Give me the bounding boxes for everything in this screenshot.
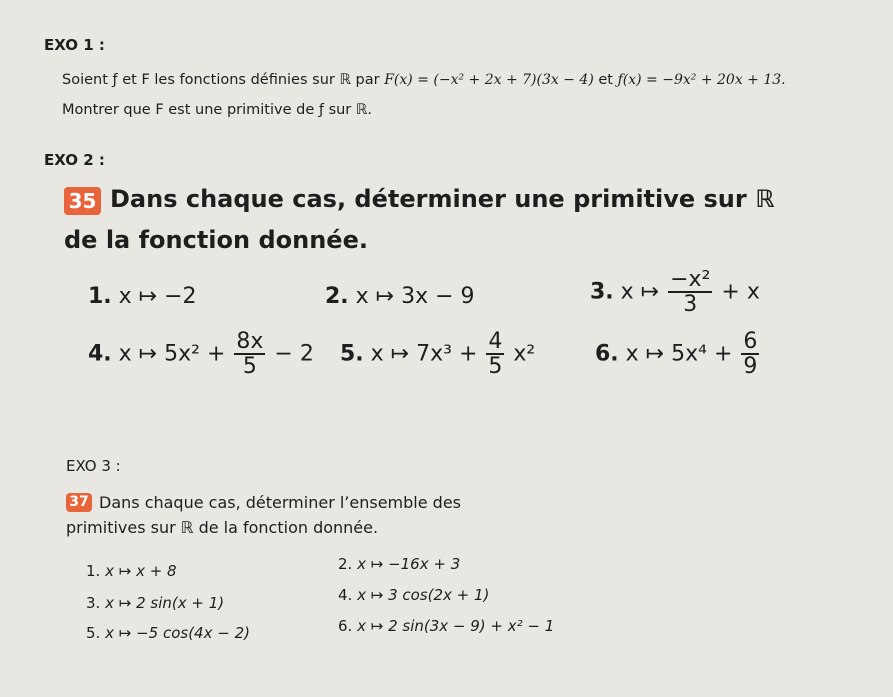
exo3-item-4: 4. x ↦ 3 cos(2x + 1) <box>338 586 490 604</box>
exo3-item-1: 1. x ↦ x + 8 <box>86 562 177 580</box>
fraction: $\frac{4}{5}$ <box>488 329 503 380</box>
exo1-title: EXO 1 : <box>44 36 105 54</box>
exo3-item-3: 3. x ↦ 2 sin(x + 1) <box>86 594 225 612</box>
exo1-et: et <box>598 72 613 88</box>
fraction: $\frac{6}{9}$ <box>743 329 758 380</box>
exo2-item-6: 6. x ↦ 5x⁴ + $\frac{6}{9}$ <box>595 329 758 380</box>
fraction: $\frac{8x}{5}$ <box>236 329 264 380</box>
exo1-question: Montrer que F est une primitive de ƒ sur ℝ. <box>62 102 372 118</box>
exercise-badge-35: 35 <box>64 187 101 215</box>
exo1-text: Soient ƒ et F les fonctions définies sur ℝ par <box>62 72 380 88</box>
exo2-item-1: 1. x ↦ −2 <box>88 284 197 309</box>
exo2-instruction-line2: de la fonction donnée. <box>64 226 368 254</box>
exo1-statement <box>62 72 786 88</box>
exo2-item-3: 3. x ↦ $\frac{\text{−x²}}{3}$ + x <box>590 267 760 318</box>
exo1-f-definition: ƒ(x) = −9x² + 20x + 13. <box>617 72 786 88</box>
exo2-item-5: 5. x ↦ 7x³ + $\frac{4}{5}$ x² <box>340 329 536 380</box>
exo3-item-2: 2. x ↦ −16x + 3 <box>338 555 461 573</box>
exo1-F-definition: F(x) = (−x² + 2x + 7)(3x − 4) <box>384 72 594 88</box>
exo3-item-5: 5. x ↦ −5 cos(4x − 2) <box>86 624 250 642</box>
exo3-instruction-line2: primitives sur ℝ de la fonction donnée. <box>66 518 379 537</box>
fraction: $\frac{\text{−x²}}{3}$ <box>670 267 711 318</box>
exo2-instruction-line1: Dans chaque cas, déterminer une primitive sur ℝ <box>110 185 775 213</box>
exo3-title: EXO 3 : <box>66 457 121 475</box>
exo3-instruction-line1: Dans chaque cas, déterminer l’ensemble des <box>99 493 462 512</box>
exo3-item-6: 6. x ↦ 2 sin(3x − 9) + x² − 1 <box>338 617 555 635</box>
exo2-item-4: 4. x ↦ 5x² + $\frac{8x}{5}$ − 2 <box>88 329 314 380</box>
exo2-title: EXO 2 : <box>44 151 105 169</box>
exercise-badge-37: 37 <box>66 493 92 512</box>
exo2-item-2: 2. x ↦ 3x − 9 <box>325 284 475 309</box>
